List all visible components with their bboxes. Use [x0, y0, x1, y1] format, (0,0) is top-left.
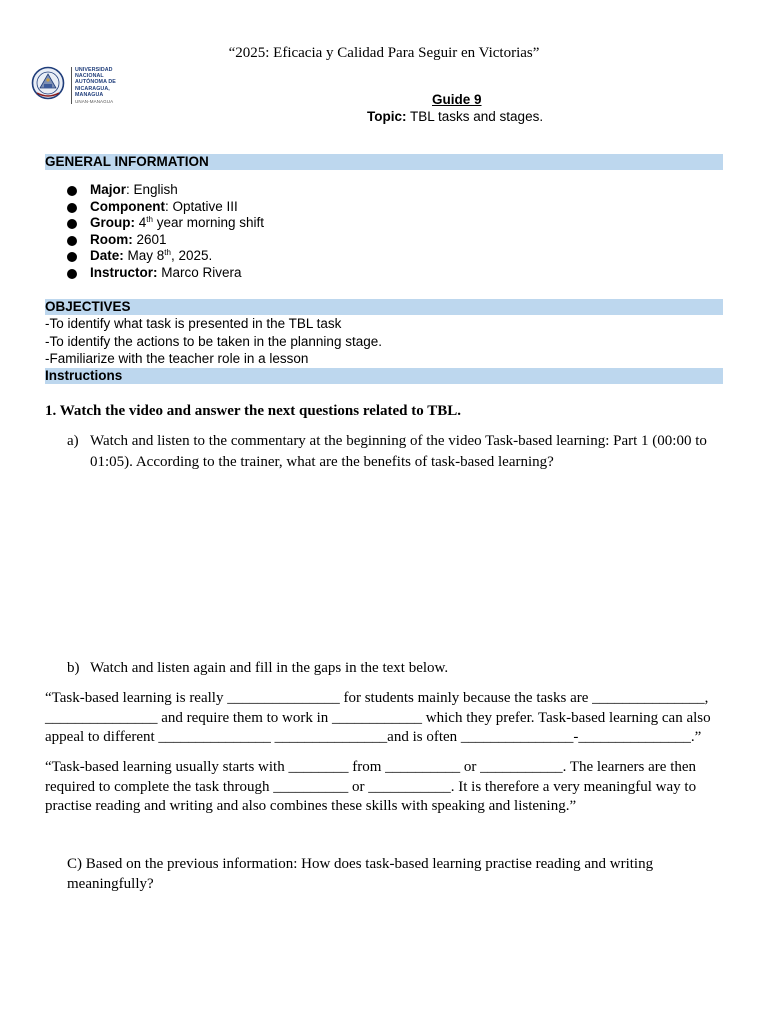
question-1a	[67, 431, 722, 473]
question-1c: C) Based on the previous information: How does task-based learning practise reading and writing meaningfully?	[67, 856, 654, 892]
question-letter: b)	[67, 660, 80, 676]
info-item-room	[67, 232, 264, 249]
bullet-icon	[67, 252, 77, 262]
info-item-component	[67, 199, 264, 216]
bullet-icon	[67, 186, 77, 196]
objective-item: -Familiarize with the teacher role in a lesson	[45, 351, 309, 366]
logo-text	[75, 67, 116, 105]
info-item-date	[67, 248, 264, 265]
info-label: Date:	[90, 248, 124, 263]
general-information-list	[67, 182, 264, 281]
logo-line: NICARAGUA,	[75, 85, 110, 92]
info-separator: :	[165, 198, 173, 214]
info-value: Optative III	[172, 198, 238, 214]
topic-label: Topic:	[367, 109, 407, 124]
question-letter: a)	[67, 433, 79, 449]
instructions-heading: Instructions	[45, 368, 723, 384]
info-value-superscript: th	[146, 215, 153, 224]
document-motto: “2025: Eficacia y Calidad Para Seguir en Victorias”	[228, 45, 540, 61]
general-information-heading: GENERAL INFORMATION	[45, 154, 723, 170]
logo-line: UNIVERSIDAD	[75, 67, 113, 73]
info-value: year morning shift	[152, 215, 264, 230]
logo-divider	[71, 67, 72, 104]
objectives-heading: OBJECTIVES	[45, 299, 723, 315]
objective-item: -To identify what task is presented in the TBL task	[45, 316, 342, 331]
info-value-superscript: th	[164, 248, 171, 257]
info-item-instructor	[67, 265, 264, 282]
info-label: Component	[90, 198, 165, 214]
bullet-icon	[67, 269, 77, 279]
info-value: , 2025.	[170, 248, 213, 263]
info-separator: :	[126, 182, 134, 197]
bullet-icon	[67, 203, 77, 213]
logo-line: MANAGUA	[75, 91, 104, 98]
info-item-group	[67, 215, 264, 232]
university-seal-icon	[31, 66, 65, 100]
objective-item: -To identify the actions to be taken in the planning stage.	[45, 333, 382, 349]
info-value: 4	[138, 215, 147, 230]
info-value: Marco Rivera	[161, 264, 242, 280]
bullet-icon	[67, 236, 77, 246]
topic-line	[367, 109, 543, 124]
logo-subline: UNAN-MANAGUA	[75, 99, 114, 105]
question-text: Watch and listen again and fill in the gaps in the text below.	[90, 660, 449, 676]
objectives-list	[45, 315, 382, 368]
info-value: May 8	[127, 248, 165, 263]
question-1-title: 1. Watch the video and answer the next questions related to TBL.	[45, 403, 462, 419]
topic-value: TBL tasks and stages.	[406, 109, 544, 124]
info-label: Group:	[90, 215, 135, 230]
info-value: 2601	[136, 231, 167, 247]
info-label: Major	[90, 182, 127, 197]
logo-line: AUTÓNOMA DE	[75, 79, 116, 86]
info-label: Instructor:	[90, 264, 158, 280]
question-text: Watch and listen to the commentary at the beginning of the video Task-based learning: Part 1 (00:00 to 01:05). According to the trainer, what are the benefits of task-based learning?	[90, 433, 707, 470]
gap-fill-paragraph-2: “Task-based learning usually starts with ________ from __________ or ___________. The learners are then required to complete the task through __________ or ___________. It is therefore a very meaningful way to practise reading and writing and also combines these skills with speaking and listening.”	[45, 759, 697, 814]
bullet-icon	[67, 219, 77, 229]
guide-title: Guide 9	[432, 92, 482, 107]
university-logo	[31, 66, 141, 106]
info-label: Room:	[90, 231, 133, 247]
info-value: English	[133, 182, 178, 197]
gap-fill-paragraph-1: “Task-based learning is really _______________ for students mainly because the tasks are _______________, _______________ and require them to work in ____________ which they prefer. Task-based learning can also appeal to different _______________ _______________and is often _______________-_______________.”	[45, 690, 711, 745]
info-item-major	[67, 182, 264, 199]
logo-line: NACIONAL	[75, 73, 104, 80]
question-1b	[67, 658, 722, 679]
